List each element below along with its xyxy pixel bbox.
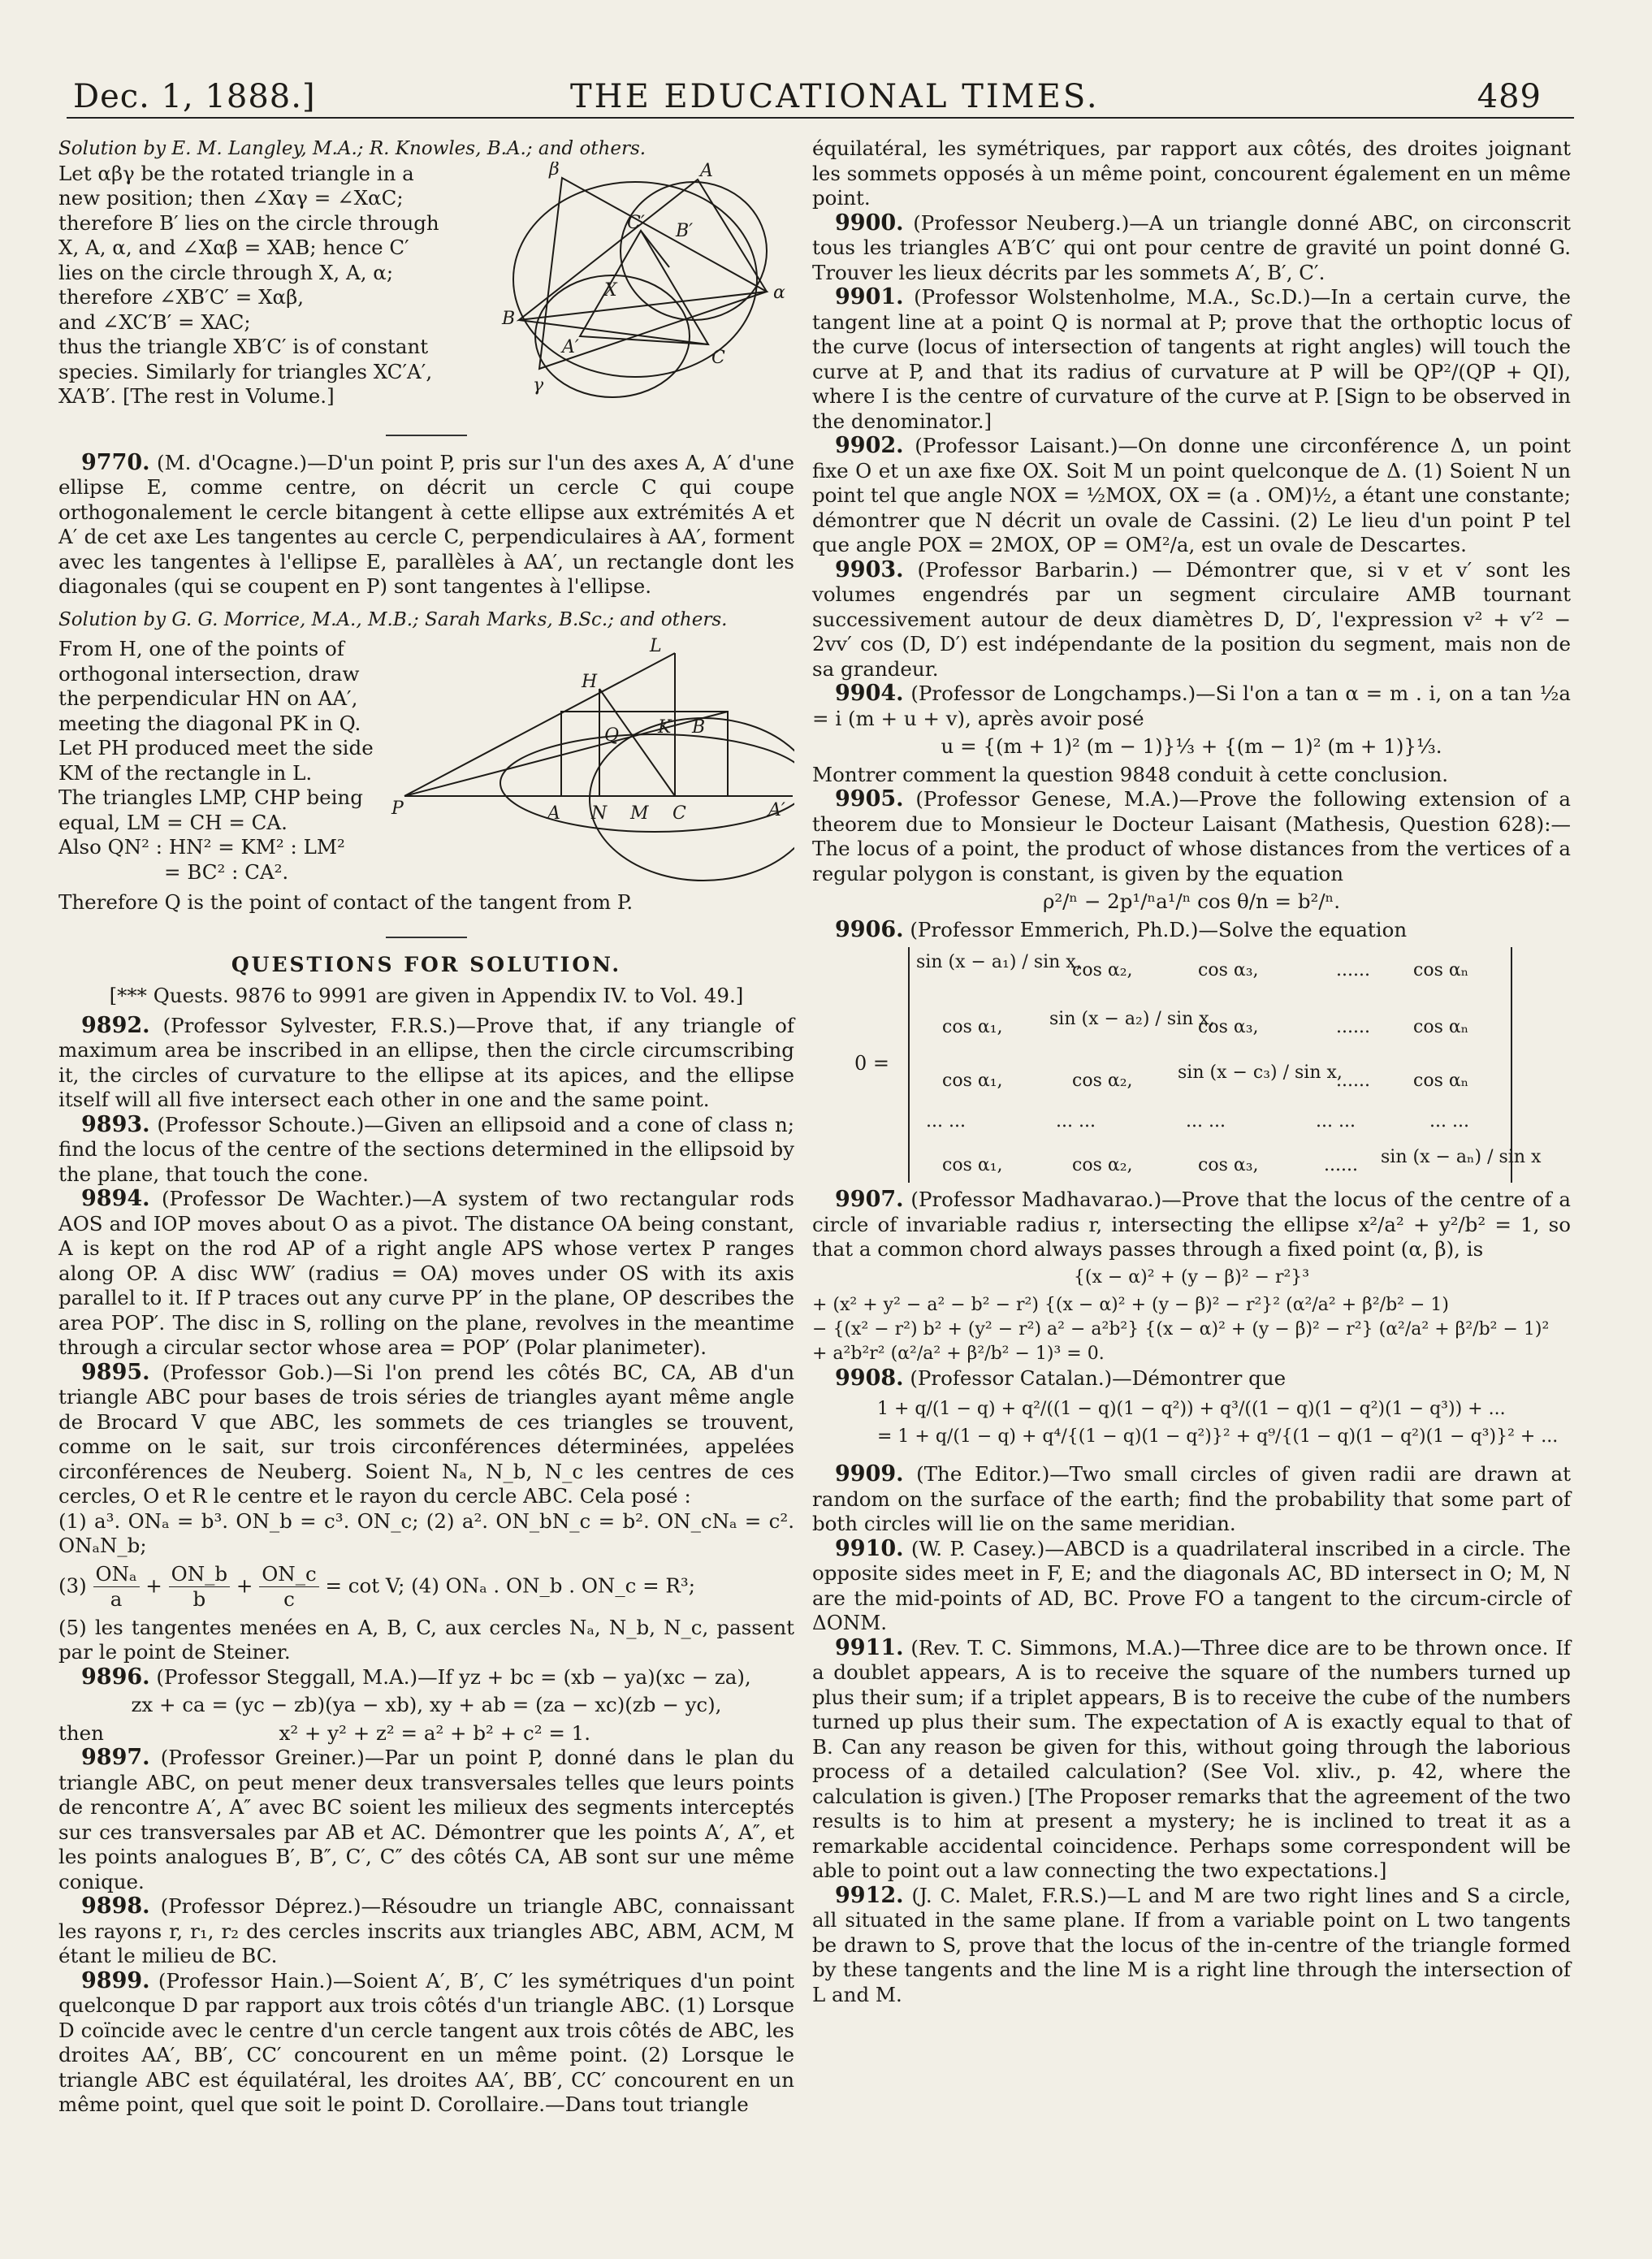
q9904-tail: Montrer comment la question 9848 conduit à cette conclusion. xyxy=(812,762,1449,786)
question-text: (The Editor.)—Two small circles of given radii are drawn at random on the surface of the earth; find the probability that some part of both circles will lie on the same meridian. xyxy=(812,1462,1571,1535)
sol2-line: Also QN² : HN² = KM² : LM² xyxy=(58,835,345,859)
question-text: (Professor Greiner.)—Par un point P, donné dans le plan du triangle ABC, on peut mener deux transversales telles que leurs points de rencontre A′, A″ avec BC soient les milieux des segments interceptés sur ces transversales par AB et AC. Démontrer que les points A′, A″, et les points analogues B′, B″, C′, C″ des côtés CA, AB sont sur une même conique. xyxy=(58,1746,794,1893)
question-9898 xyxy=(58,1894,794,1969)
matrix-cell: cos α₁, xyxy=(942,1071,1003,1091)
question-9895 xyxy=(58,1361,794,1509)
matrix-cell: sin (x − a₁) / sin x, xyxy=(916,952,1082,972)
header-page-number: 489 xyxy=(1477,78,1542,115)
question-number: 9912. xyxy=(835,1882,904,1908)
matrix-cell: cos α₁, xyxy=(942,1155,1003,1175)
sol2-line: orthogonal intersection, draw xyxy=(58,661,360,686)
q9895-item-3-rhs: = cot V; (4) ONₐ . ON_b . ON_c = R³; xyxy=(325,1573,695,1597)
fig2-label: B xyxy=(692,717,706,738)
question-text: (Professor Sylvester, F.R.S.)—Prove that, if any triangle of maximum area be inscribed in an ellipse, then the circle circumscribing it, the circles of curvature to the ellipse at its apices, and the ellipse itself will all five intersect each other in one and the same point. xyxy=(58,1013,794,1111)
header-date: Dec. 1, 1888.] xyxy=(73,78,316,115)
fig1-label: C xyxy=(711,347,725,368)
determinant-bar-left xyxy=(908,947,910,1183)
solution-2-conclusion: Therefore Q is the point of contact of the tangent from P. xyxy=(58,890,634,914)
sol2-line: the perpendicular HN on AA′, xyxy=(58,686,358,710)
question-text: (Professor Déprez.)—Résoudre un triangle ABC, connaissant les rayons r, r₁, r₂ des cercles inscrits aux triangles ABC, ABM, ACM, M étant le milieu de BC. xyxy=(58,1894,794,1967)
question-number: 9770. xyxy=(81,449,150,475)
question-9907 xyxy=(812,1188,1571,1262)
question-number: 9902. xyxy=(835,433,904,458)
question-number: 9894. xyxy=(81,1186,150,1211)
q9908-equation xyxy=(812,1396,1571,1451)
q9895-item-3-label: (3) xyxy=(58,1573,87,1597)
question-9770 xyxy=(58,451,794,599)
solution-1-block xyxy=(58,162,794,423)
fig2-ellipse xyxy=(590,718,794,881)
sol2-line: equal, LM = CH = CA. xyxy=(58,810,288,834)
fig1-label: γ xyxy=(533,374,544,396)
sol2-line: KM of the rectangle in L. xyxy=(58,760,313,785)
q9896-result: x² + y² + z² = a² + b² + c² = 1. xyxy=(279,1720,591,1745)
q9896-equation-3 xyxy=(58,1721,794,1746)
question-number: 9907. xyxy=(835,1187,904,1212)
q9904-equation: u = {(m + 1)² (m − 1)}⅓ + {(m − 1)² (m + 1)}⅓. xyxy=(941,734,1442,758)
question-9909 xyxy=(812,1462,1571,1537)
q9895-item-5: (5) les tangentes menées en A, B, C, aux cercles Nₐ, N_b, N_c, passent par le point de Steiner. xyxy=(58,1615,794,1664)
fig2-label: K xyxy=(658,717,672,738)
question-9893 xyxy=(58,1113,794,1188)
q9907-equation-line: + (x² + y² − a² − b² − r²) {(x − α)² + (y − β)² − r²}² (α²/a² + β²/b² − 1) xyxy=(812,1294,1449,1315)
figure-rotated-triangle xyxy=(491,162,799,423)
question-9908 xyxy=(812,1366,1571,1391)
sol1-line: X, A, α, and ∠Xαβ = XAB; hence C′ xyxy=(58,236,409,259)
question-9912 xyxy=(812,1884,1571,2008)
q9896-equation-2: zx + ca = (yc − zb)(ya − xb), xy + ab = (za − xc)(zb − yc), xyxy=(131,1693,722,1716)
sol1-line: thus the triangle XB′C′ is of constant xyxy=(58,335,429,358)
fig2-label: P xyxy=(391,798,404,819)
section-rule xyxy=(386,937,467,938)
question-number: 9905. xyxy=(835,786,904,811)
question-9899-continued: équilatéral, les symétriques, par rapport aux côtés, des droites joignant les sommets opposés à un même point, concourent également en un même point. xyxy=(812,136,1571,210)
sol1-line: new position; then ∠Xαγ = ∠XαC; xyxy=(58,186,404,210)
matrix-cell: cos α₃, xyxy=(1198,1155,1259,1175)
question-number: 9898. xyxy=(81,1893,150,1919)
page-header xyxy=(67,71,1574,119)
question-text: (W. P. Casey.)—ABCD is a quadrilateral inscribed in a circle. The opposite sides meet in F, E; and the diagonals AC, BD intersect in O; M, N are the mid-points of AD, BC. Prove FO a tangent to the circum-circle of ΔONM. xyxy=(812,1536,1571,1634)
question-9911 xyxy=(812,1636,1571,1884)
sol2-line: meeting the diagonal PK in Q. xyxy=(58,711,361,735)
question-9903 xyxy=(812,558,1571,682)
solution-1-text xyxy=(58,162,481,409)
q9908-equation-line: 1 + q/(1 − q) + q²/((1 − q)(1 − q²)) + q³/((1 − q)(1 − q²)(1 − q³)) + ... xyxy=(877,1399,1506,1419)
question-number: 9908. xyxy=(835,1365,904,1391)
fig1-label: β xyxy=(549,161,560,180)
question-text: (Professor Emmerich, Ph.D.)—Solve the equation xyxy=(910,917,1408,941)
question-text: (Professor Hain.)—Soient A′, B′, C′ les symétriques d'un point quelconque D par rapport aux trois côtés d'un triangle ABC. (1) Lorsque D coïncide avec le centre d'un cercle tangent aux trois côtés de ABC, les droites AA′, BB′, CC′ concourent en un même point. (2) Lorsque le triangle ABC est équilatéral, les droites AA′, BB′, CC′ concourent en un même point, quel que soit le point D. Corollaire.—Dans tout triangle xyxy=(58,1968,794,2116)
sol1-line: Let αβγ be the rotated triangle in a xyxy=(58,161,414,185)
question-9906 xyxy=(812,918,1571,943)
q9895-item-1: (1) a³. ONₐ = b³. ON_b = c³. ON_c; (2) a². ON_bN_c = b². ON_cNₐ = c². ONₐN_b; xyxy=(58,1508,794,1557)
fig1-line xyxy=(641,231,669,267)
q9895-item-3: (3) $\frac{\text{ONₐ}}{a}$ + $\frac{ON\_b}{b}$ + $\frac{ON\_c}{c}$ = cot V; (4) ONₐ . ON_b . ON_c = R³; xyxy=(58,1561,695,1611)
question-text: (M. d'Ocagne.)—D'un point P, pris sur l'un des axes A, A′ d'une ellipse E, comme centre, on décrit un cercle C qui coupe orthogonalement le cercle bitangent à cette ellipse aux extrémités A et A′ de cet axe Les tangentes au cercle C, perpendiculaires à AA′, forment avec les tangentes à l'ellipse E, parallèles à AA′, un rectangle dont les diagonales (qui se coupent en P) sont tangentes à l'ellipse. xyxy=(58,450,794,598)
question-9900 xyxy=(812,211,1571,286)
matrix-cell: sin (x − a₂) / sin x, xyxy=(1049,1009,1215,1029)
fig1-label: A′ xyxy=(562,336,579,357)
question-number: 9909. xyxy=(835,1461,904,1487)
fig2-label: A′ xyxy=(768,800,785,820)
fig2-label: C xyxy=(672,803,686,824)
question-number: 9906. xyxy=(835,916,904,942)
sol2-line: Let PH produced meet the side xyxy=(58,736,374,759)
question-text: (Professor Steggall, M.A.)—If yz + bc = (xb − ya)(xc − za), xyxy=(156,1664,751,1689)
fig1-label: X xyxy=(604,279,617,301)
fig1-line xyxy=(519,320,708,344)
fig2-label: A xyxy=(547,803,560,824)
fig1-label: C′ xyxy=(627,212,645,233)
q9907-equation xyxy=(812,1266,1571,1366)
matrix-cell: ...... xyxy=(1324,1155,1358,1175)
question-number: 9893. xyxy=(81,1111,150,1137)
question-number: 9911. xyxy=(835,1634,904,1660)
right-column xyxy=(812,136,1571,2007)
matrix-cell: cos α₃, xyxy=(1198,1017,1259,1037)
matrix-cell: cos α₂, xyxy=(1072,1155,1133,1175)
sol2-line: From H, one of the points of xyxy=(58,637,344,660)
matrix-cell: cos αₙ xyxy=(1413,1017,1469,1037)
question-number: 9904. xyxy=(835,681,904,706)
question-number: 9910. xyxy=(835,1535,904,1561)
matrix-cell: ... ... xyxy=(1316,1111,1356,1132)
fig2-line-pk xyxy=(404,712,728,796)
determinant-lhs: 0 = xyxy=(854,1052,890,1075)
question-9910 xyxy=(812,1537,1571,1636)
question-9896 xyxy=(58,1665,794,1690)
matrix-cell: ... ... xyxy=(1056,1111,1096,1132)
sol1-line: therefore B′ lies on the circle through xyxy=(58,210,439,235)
fig2-label: N xyxy=(591,803,608,824)
fig1-label: α xyxy=(773,282,785,303)
question-9904 xyxy=(812,682,1571,731)
question-number: 9897. xyxy=(81,1745,150,1770)
matrix-cell: cos α₁, xyxy=(942,1017,1003,1037)
matrix-cell: ...... xyxy=(1336,960,1370,980)
sol2-line: = BC² : CA². xyxy=(164,859,289,884)
fig2-label: M xyxy=(630,803,649,824)
question-number: 9892. xyxy=(81,1012,150,1038)
matrix-cell: sin (x − aₙ) / sin x xyxy=(1381,1147,1542,1167)
solution-heading-2: Solution by G. G. Morrice, M.A., M.B.; Sarah Marks, B.Sc.; and others. xyxy=(58,608,728,630)
matrix-cell: ...... xyxy=(1336,1071,1370,1091)
fig2-label: H xyxy=(582,672,598,692)
matrix-cell: cos α₂, xyxy=(1072,1071,1133,1091)
fig1-label: B′ xyxy=(676,220,694,241)
question-9899 xyxy=(58,1969,794,2118)
fraction: $\frac{ON\_c}{c}$ xyxy=(259,1562,319,1612)
matrix-cell: ...... xyxy=(1336,1017,1370,1037)
question-text: (Professor Schoute.)—Given an ellipsoid and a cone of class n; find the locus of the centre of the sections determined in the ellipsoid by the plane, that touch the cone. xyxy=(58,1112,794,1186)
question-text: (Professor Gob.)—Si l'on prend les côtés BC, CA, AB d'un triangle ABC pour bases de trois séries de triangles ayant même angle de Brocard V que ABC, les sommets de ces triangles se trouvent, comme on le sait, sur trois circonférences déterminées, appelées circonférences de Neuberg. Soient Nₐ, N_b, N_c les centres de ces cercles, O et R le centre et le rayon du cercle ABC. Cela posé : xyxy=(58,1360,795,1508)
question-9902 xyxy=(812,434,1571,558)
question-text: (Professor de Longchamps.)—Si l'on a tan α = m . i, on a tan ½a = i (m + u + v), après avoir posé xyxy=(812,682,1571,730)
question-9894 xyxy=(58,1187,794,1361)
fraction: $\frac{ON\_b}{b}$ xyxy=(169,1562,230,1612)
question-number: 9903. xyxy=(835,556,904,582)
matrix-cell: cos α₃, xyxy=(1198,960,1259,980)
q9907-equation-line: + a²b²r² (α²/a² + β²/b² − 1)³ = 0. xyxy=(812,1343,1105,1364)
fig1-label: A xyxy=(700,161,713,181)
q9905-equation: ρ²/ⁿ − 2p¹/ⁿa¹/ⁿ cos θ/n = b²/ⁿ. xyxy=(1042,889,1341,913)
appendix-note: [*** Quests. 9876 to 9991 are given in Appendix IV. to Vol. 49.] xyxy=(109,984,744,1007)
question-text: (Professor Madhavarao.)—Prove that the locus of the centre of a circle of invariable radius r, intersecting the ellipse x²/a² + y²/b² = 1, so that a common chord always passes through a fixed point (α, β), is xyxy=(812,1188,1571,1261)
fig2-line-pl xyxy=(404,653,675,796)
determinant-equation xyxy=(812,947,1571,1183)
section-title: QUESTIONS FOR SOLUTION. xyxy=(231,952,622,976)
solution-heading-1: Solution by E. M. Langley, M.A.; R. Knowles, B.A.; and others. xyxy=(58,138,647,159)
sol1-line: XA′B′. [The rest in Volume.] xyxy=(58,384,335,408)
matrix-cell: sin (x − c₃) / sin x, xyxy=(1178,1062,1343,1083)
matrix-cell: ... ... xyxy=(1186,1111,1226,1132)
sol1-line: lies on the circle through X, A, α; xyxy=(58,260,394,284)
question-text: (Professor Laisant.)—On donne une circonférence Δ, un point fixe O et un axe fixe OX. Soit M un point quelconque de Δ. (1) Soient N un point tel que angle NOX = ½MOX, OX = (a . OM)½, a étant une constante; démontrer que N décrit un ovale de Cassini. (2) Le lieu d'un point P tel que angle POX = 2MOX, OP = OM²/a, est un ovale de Descartes. xyxy=(812,434,1572,556)
question-9892 xyxy=(58,1014,794,1113)
question-number: 9899. xyxy=(81,1967,150,1993)
question-number: 9896. xyxy=(81,1664,150,1690)
question-9905 xyxy=(812,787,1571,886)
q9908-equation-line: = 1 + q/(1 − q) + q⁴/{(1 − q)(1 − q²)}² + q⁹/{(1 − q)(1 − q²)(1 − q³)}² + ... xyxy=(877,1426,1559,1447)
matrix-cell: cos α₂, xyxy=(1072,960,1133,980)
matrix-cell: ... ... xyxy=(926,1111,966,1132)
matrix-cell: cos αₙ xyxy=(1413,1071,1469,1091)
question-text: (Rev. T. C. Simmons, M.A.)—Three dice are to be thrown once. If a doublet appears, A is to receive the square of the numbers turned up plus their sum; if a triplet appears, B is to receive the cube of the numbers turned up plus their sum. The expectation of A is exactly equal to that of B. Can any reason be given for this, without going through the laborious process of a detailed calculation? (See Vol. xliv., p. 42, where the calculation is given.) [The Proposer remarks that the agreement of the two results is to him at present a mystery; he is inclined to treat it as a remarkable accidental coincidence. Perhaps some correspondent will be able to point out a law connecting the two expectations.] xyxy=(812,1635,1571,1882)
question-text: (Professor Barbarin.) — Démontrer que, si v et v′ sont les volumes engendrés par un segment circulaire AMB tournant successivement autour de deux diamètres D, D′, l'expression v² + v′² − 2vv′ cos (D, D′) est indépendante de la position du segment, mais non de sa grandeur. xyxy=(812,557,1571,681)
left-column xyxy=(58,136,794,2118)
sol1-line: and ∠XC′B′ = XAC; xyxy=(58,309,251,334)
solution-2-block xyxy=(58,637,794,890)
fig1-label: B xyxy=(502,308,516,329)
sol1-line: therefore ∠XB′C′ = Xαβ, xyxy=(58,285,305,309)
question-number: 9901. xyxy=(835,284,904,309)
question-text: (J. C. Malet, F.R.S.)—L and M are two right lines and S a circle, all situated in the same plane. If from a variable point on L two tangents be drawn to S, prove that the locus of the in-centre of the triangle formed by these tangents and the line M is a right line through the intersection of L and M. xyxy=(812,1883,1571,2006)
question-number: 9900. xyxy=(835,210,904,236)
question-text: (Professor De Wachter.)—A system of two rectangular rods AOS and IOP moves about O as a pivot. The distance OA being constant, A is kept on the rod AP of a right angle APS whose vertex P ranges along OP. A disc WW′ (radius = OA) moves under OS with its axis parallel to it. If P traces out any curve PP′ in the plane, OP describes the area POP′. The disc in S, rolling on the plane, revolves in the meantime through a circular sector whose area = POP′ (Polar planimeter). xyxy=(58,1187,794,1359)
fig2-label: L xyxy=(650,637,662,656)
question-9897 xyxy=(58,1746,794,1894)
q9907-equation-line: − {(x² − r²) b² + (y² − r²) a² − a²b²} {(x − α)² + (y − β)² − r²} (α²/a² + β²/b² − 1)² xyxy=(812,1318,1550,1339)
fig2-label: Q xyxy=(604,725,620,746)
q9907-equation-line: {(x − α)² + (y − β)² − r²}³ xyxy=(1073,1266,1310,1287)
question-text: (Professor Catalan.)—Démontrer que xyxy=(910,1365,1287,1390)
q9896-then: then xyxy=(58,1720,104,1745)
sol1-line: species. Similarly for triangles XC′A′, xyxy=(58,359,433,383)
question-text: (Professor Genese, M.A.)—Prove the following extension of a theorem due to Monsieur le Docteur Laisant (Mathesis, Question 628):—The locus of a point, the product of whose distances from the vertices of a regular polygon is constant, is given by the equation xyxy=(812,787,1571,885)
fraction: $\frac{\text{ONₐ}}{a}$ xyxy=(93,1562,140,1612)
solution-2-text xyxy=(58,637,383,885)
matrix-cell: ... ... xyxy=(1429,1111,1469,1132)
question-9901 xyxy=(812,285,1571,434)
question-number: 9895. xyxy=(81,1359,150,1385)
question-text: (Professor Neuberg.)—A un triangle donné ABC, on circonscrit tous les triangles A′B′C′ qui ont pour centre de gravité un point donné G. Trouver les lieux décrits par les sommets A′, B′, C′. xyxy=(812,210,1572,284)
sol2-line: The triangles LMP, CHP being xyxy=(58,785,363,809)
question-text: (Professor Wolstenholme, M.A., Sc.D.)—In a certain curve, the tangent line at a point Q is normal at P; prove that the orthoptic locus of the curve (locus of intersection of tangents at right angles) will touch the curve at P, and that its radius of curvature at P will be QP²/(QP + QI), where I is the centre of curvature of the curve at P. [Sign to be observed in the denominator.] xyxy=(812,285,1571,433)
section-rule xyxy=(386,435,467,436)
figure-ellipse-tangent xyxy=(387,637,794,890)
matrix-cell: cos αₙ xyxy=(1413,960,1469,980)
header-title: THE EDUCATIONAL TIMES. xyxy=(570,78,1100,115)
